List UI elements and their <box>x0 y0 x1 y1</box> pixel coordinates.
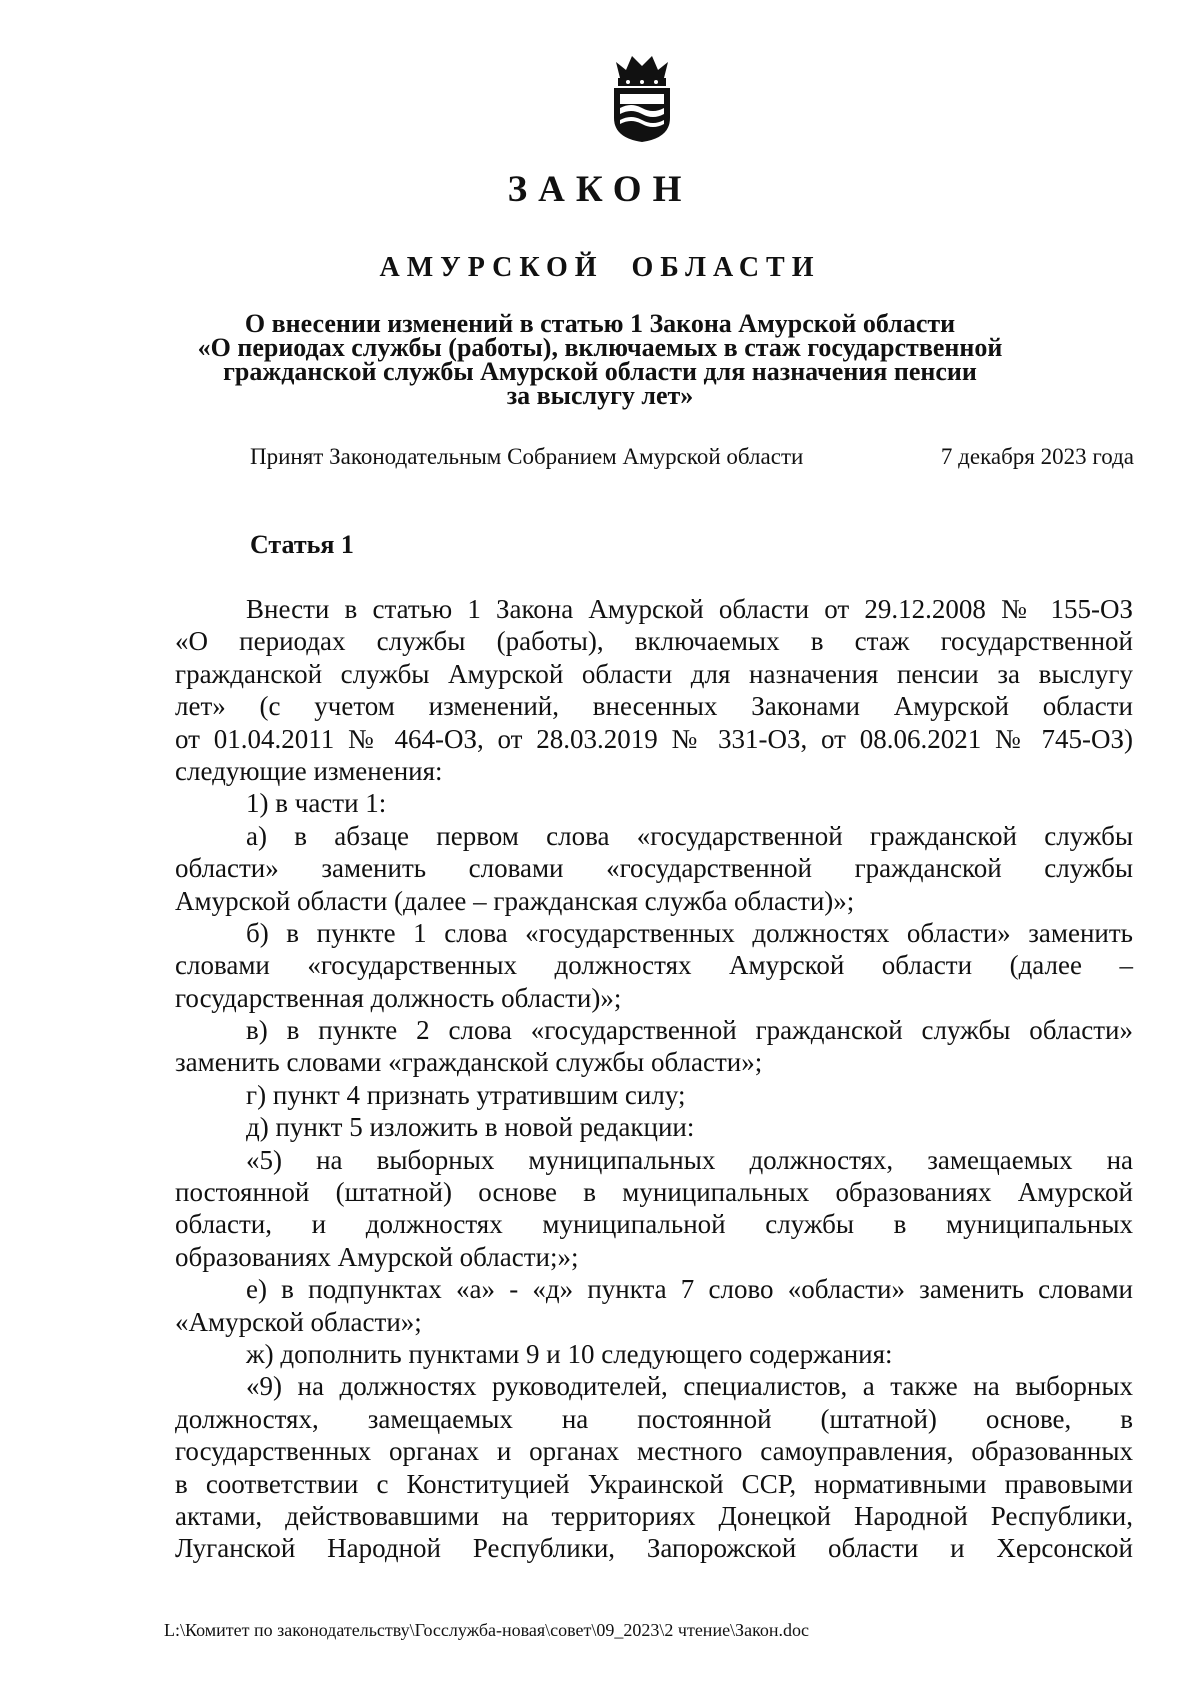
law-heading <box>150 309 1050 410</box>
body-line: «9) на должностях руководителей, специалистов, а также на выборных <box>246 1371 1133 1402</box>
adopted-by: Принят Законодательным Собранием Амурской области <box>250 444 804 469</box>
body-line: лет» (с учетом изменений, внесенных Законами Амурской области <box>175 691 1133 722</box>
body-line: государственных органах и органах местного самоуправления, образованных <box>175 1436 1133 1467</box>
file-path-footer: L:\Комитет по законодательству\Госслужба-новая\совет\09_2023\2 чтение\Закон.doc <box>164 1620 810 1640</box>
body-line: Внести в статью 1 Закона Амурской области от 29.12.2008 № 155-ОЗ <box>246 594 1133 624</box>
coat-of-arms-emblem <box>606 48 678 144</box>
body-line: должностях, замещаемых на постоянной (штатной) основе, в <box>175 1403 1133 1434</box>
document-subtitle <box>0 252 1200 284</box>
body-line: актами, действовавшими на территориях Донецкой Народной Республики, <box>175 1500 1133 1531</box>
body-line: в соответствии с Конституцией Украинской ССР, нормативными правовыми <box>175 1468 1133 1499</box>
body-line: ж) дополнить пунктами 9 и 10 следующего содержания: <box>246 1338 893 1369</box>
heading-line: «О периодах службы (работы), включаемых в стаж государственной <box>197 333 1003 362</box>
article-title: Статья 1 <box>250 530 354 559</box>
body-line: от 01.04.2011 № 464-ОЗ, от 28.03.2019 № 331-ОЗ, от 08.06.2021 № 745-ОЗ) <box>175 723 1133 754</box>
subtitle-word-2: ОБЛАСТИ <box>631 252 821 283</box>
body-line: е) в подпунктах «а» - «д» пункта 7 слово «области» заменить словами <box>246 1274 1133 1305</box>
body-line: Амурской области (далее – гражданская служба области)»; <box>175 885 855 916</box>
body-line: а) в абзаце первом слова «государственной гражданской службы <box>246 820 1133 851</box>
body-line: б) в пункте 1 слова «государственных должностях области» заменить <box>246 917 1133 948</box>
body-line: «Амурской области»; <box>175 1306 422 1337</box>
body-line: области, и должностях муниципальной службы в муниципальных <box>175 1209 1133 1240</box>
adopted-date: 7 декабря 2023 года <box>940 444 1134 469</box>
body-line: гражданской службы Амурской области для назначения пенсии за выслугу <box>175 658 1133 689</box>
body-line: словами «государственных должностях Амурской области (далее – <box>175 950 1133 981</box>
document-title: ЗАКОН <box>507 169 693 210</box>
body-line: постоянной (штатной) основе в муниципальных образованиях Амурской <box>175 1177 1133 1208</box>
body-line: д) пункт 5 изложить в новой редакции: <box>246 1112 695 1143</box>
subtitle-word-1: АМУРСКОЙ <box>379 252 604 283</box>
body-line: «О периодах службы (работы), включаемых в стаж государственной <box>175 626 1133 657</box>
body-line: г) пункт 4 признать утратившим силу; <box>246 1079 686 1110</box>
body-line: «5) на выборных муниципальных должностях, замещаемых на <box>246 1144 1133 1175</box>
body-line: государственная должность области)»; <box>175 982 622 1013</box>
body-line: 1) в части 1: <box>246 788 387 819</box>
body-line: области» заменить словами «государственной гражданской службы <box>175 853 1133 884</box>
adoption-line <box>250 444 1134 470</box>
heading-line: за выслугу лет» <box>506 381 694 410</box>
heading-line: О внесении изменений в статью 1 Закона Амурской области <box>244 309 956 338</box>
body-line: Луганской Народной Республики, Запорожской области и Херсонской <box>175 1533 1133 1564</box>
body-line: образованиях Амурской области;»; <box>175 1241 579 1272</box>
heading-line: гражданской службы Амурской области для назначения пенсии <box>223 357 977 386</box>
body-line: в) в пункте 2 слова «государственной гражданской службы области» <box>246 1015 1133 1046</box>
article-body <box>175 593 1133 1565</box>
body-line: следующие изменения: <box>175 755 443 786</box>
body-line: заменить словами «гражданской службы области»; <box>175 1047 763 1078</box>
